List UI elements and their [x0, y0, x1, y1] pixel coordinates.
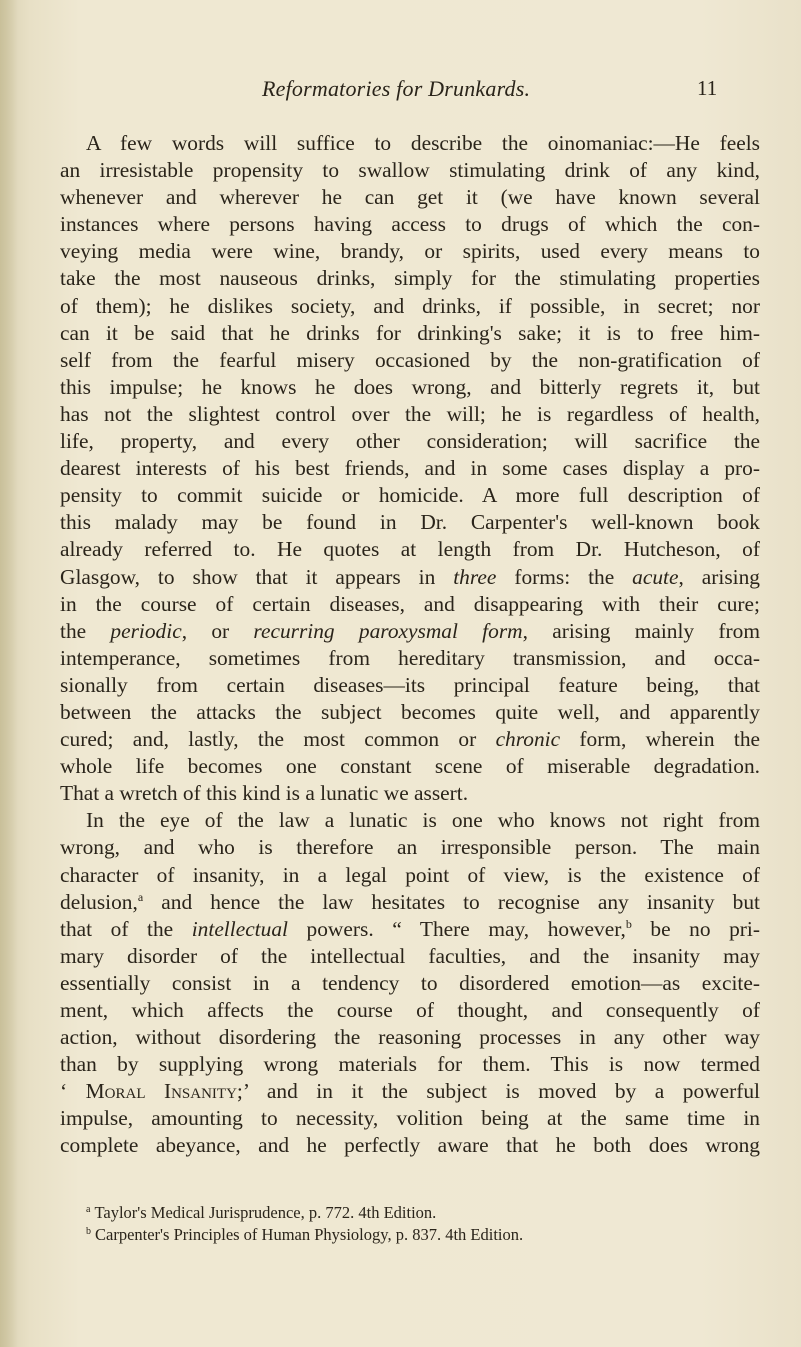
- small-caps-moral-insanity: Moral Insanity: [85, 1079, 237, 1104]
- text-line: whole life becomes one constant scene of miserable degradation.: [60, 754, 760, 779]
- text-line: In the eye of the law a lunatic is one who knows not right from: [86, 808, 760, 833]
- body-text: [60, 130, 760, 1160]
- footnote-ref-a: a: [137, 889, 144, 904]
- text-line: can it be said that he drinks for drinking's sake; it is to free him-: [60, 320, 760, 345]
- text-line: mary disorder of the intellectual faculties, and the insanity may: [60, 943, 760, 968]
- footnote-text: Carpenter's Principles of Human Physiology, p. 837. 4th Edition.: [95, 1225, 524, 1244]
- text-run: form, wherein the: [560, 727, 761, 752]
- text-line: in the course of certain diseases, and disappearing with their cure;: [60, 591, 760, 616]
- text-line: essentially consist in a tendency to disordered emotion—as excite-: [60, 970, 760, 995]
- text-line: sionally from certain diseases—its principal feature being, that: [60, 672, 760, 697]
- text-line: has not the slightest control over the will; he is regardless of health,: [60, 401, 760, 426]
- text-line: already referred to. He quotes at length from Dr. Hutcheson, of: [60, 537, 760, 562]
- emphasis-recurring-form: recurring paroxysmal form: [253, 618, 523, 643]
- text-run: be no pri-: [631, 916, 760, 941]
- text-run: Glasgow, to show that it appears in: [60, 564, 454, 589]
- text-run: that of the: [60, 916, 192, 941]
- text-run: , or: [181, 618, 254, 643]
- page-spine-shadow: [0, 0, 18, 1347]
- footnote-ref-b: b: [625, 916, 632, 931]
- text-line: [60, 618, 760, 645]
- text-run: , arising mainly from: [522, 618, 760, 643]
- text-line: than by supplying wrong materials for them. This is now termed: [60, 1052, 760, 1077]
- footnote: [60, 1202, 760, 1224]
- text-run: powers. “ There may, however,: [287, 916, 626, 941]
- text-line: [60, 916, 760, 943]
- text-line: A few words will suffice to describe the oinomaniac:—He feels: [86, 131, 760, 155]
- text-line: action, without disordering the reasoning processes in any other way: [60, 1025, 760, 1050]
- emphasis-three: three: [453, 564, 497, 589]
- text-line: instances where persons having access to drugs of which the con-: [60, 212, 760, 237]
- text-line: That a wretch of this kind is a lunatic we assert.: [60, 781, 469, 806]
- text-line: this malady may be found in Dr. Carpenter's well-known book: [60, 510, 760, 535]
- emphasis-periodic: periodic: [110, 618, 182, 643]
- text-line: [60, 564, 760, 591]
- emphasis-intellectual: intellectual: [191, 916, 288, 941]
- text-run: cured; and, lastly, the most common or: [60, 727, 496, 752]
- text-line: intemperance, sometimes from hereditary transmission, and occa-: [60, 645, 760, 670]
- text-line: character of insanity, in a legal point of view, is the existence of: [60, 862, 760, 887]
- running-title: Reformatories for Drunkards.: [262, 76, 531, 101]
- footnote: [60, 1224, 760, 1246]
- text-line: whenever and wherever he can get it (we have known several: [60, 185, 760, 210]
- text-line: between the attacks the subject becomes quite well, and apparently: [60, 699, 760, 724]
- text-line: pensity to commit suicide or homicide. A more full description of: [60, 483, 760, 508]
- text-line: [60, 1078, 760, 1105]
- text-line: self from the fearful misery occasioned by the non-gratification of: [60, 347, 760, 372]
- footnotes: [60, 1202, 760, 1246]
- footnote-text: Taylor's Medical Jurisprudence, p. 772. 4th Edition.: [94, 1203, 437, 1222]
- text-run: delusion,: [60, 889, 138, 914]
- emphasis-chronic: chronic: [495, 727, 561, 752]
- text-line: ment, which affects the course of thought, and consequently of: [60, 998, 760, 1022]
- text-line: wrong, and who is therefore an irresponsible person. The main: [60, 835, 760, 860]
- text-line: veying media were wine, brandy, or spirits, used every means to: [60, 239, 760, 264]
- text-run: ;’ and in it the subject is moved by a powerful: [236, 1079, 760, 1104]
- text-line: life, property, and every other consideration; will sacrifice the: [60, 429, 760, 454]
- text-run: the: [60, 618, 111, 643]
- text-run: ‘: [60, 1079, 86, 1104]
- running-head: [0, 76, 801, 106]
- text-line: take the most nauseous drinks, simply for the stimulating properties: [60, 266, 760, 291]
- text-line: [60, 726, 760, 753]
- emphasis-acute: acute: [632, 564, 679, 589]
- footnote-mark: a: [86, 1204, 91, 1215]
- text-line: this impulse; he knows he does wrong, and bitterly regrets it, but: [60, 374, 760, 399]
- text-line: impulse, amounting to necessity, volition being at the same time in: [60, 1106, 760, 1131]
- text-run: , arising: [678, 564, 760, 589]
- text-line: complete abeyance, and he perfectly aware that he both does wrong: [60, 1133, 760, 1158]
- text-line: dearest interests of his best friends, and in some cases display a pro-: [60, 456, 760, 481]
- text-line: of them); he dislikes society, and drinks, if possible, in secret; nor: [60, 293, 760, 318]
- text-line: an irresistable propensity to swallow stimulating drink of any kind,: [60, 158, 760, 183]
- footnote-mark: b: [86, 1226, 91, 1237]
- page-number: 11: [697, 76, 718, 100]
- text-line: [60, 889, 760, 916]
- text-run: forms: the: [496, 564, 633, 589]
- text-run: and hence the law hesitates to recognise any insanity but: [143, 889, 760, 914]
